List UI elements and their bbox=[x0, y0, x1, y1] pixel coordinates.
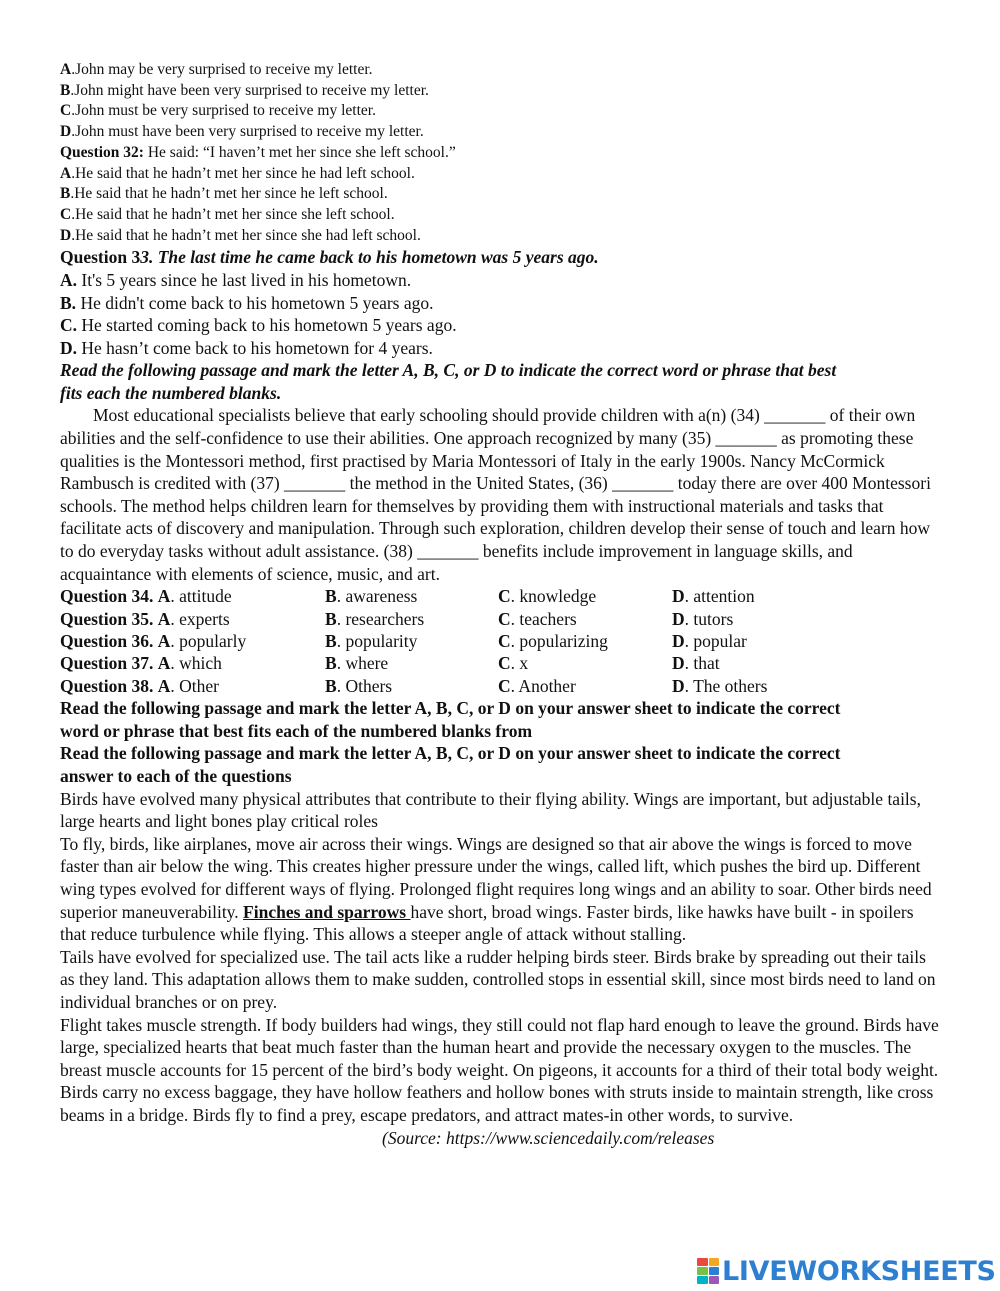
q33-option-a: A. It's 5 years since he last lived in his hometown. bbox=[60, 269, 412, 290]
instruction3-line1: Read the following passage and mark the letter A, B, C, or D on your answer sheet to indicate the correct bbox=[60, 743, 841, 764]
instruction2-line1: Read the following passage and mark the letter A, B, C, or D on your answer sheet to indicate the correct bbox=[60, 698, 841, 719]
question-37: Question 37. A. which B. where C. x D. that bbox=[60, 653, 720, 674]
q33-option-d: D. He hasn’t come back to his hometown for 4 years. bbox=[60, 337, 433, 358]
q32-option-b: B.He said that he hadn’t met her since he left school. bbox=[60, 185, 388, 203]
q33-option-b: B. He didn't come back to his hometown 5 years ago. bbox=[60, 292, 434, 313]
q31-options bbox=[60, 60, 940, 143]
q31-option-d: D.John must have been very surprised to receive my letter. bbox=[60, 123, 424, 141]
underlined-phrase: Finches and sparrows bbox=[243, 901, 411, 922]
instruction3-line2: answer to each of the questions bbox=[60, 766, 292, 787]
passage2-paragraph-3: Tails have evolved for specialized use. The tail acts like a rudder helping birds steer. Birds brake by spreading out their tails as they land. This adaptation allows them to make sudden, controlled stops in essential skill, since most birds need to land on individual branches or on prey. bbox=[60, 946, 936, 1012]
passage2-paragraph-1: Birds have evolved many physical attributes that contribute to their flying ability. Wings are important, but adjustable tails, large hearts and light bones play critical roles bbox=[60, 788, 921, 832]
q31-option-a: A.John may be very surprised to receive my letter. bbox=[60, 61, 373, 78]
question-35: Question 35. A. experts B. researchers C. teachers D. tutors bbox=[60, 608, 734, 629]
q32-option-c: C.He said that he hadn’t met her since she left school. bbox=[60, 205, 395, 223]
passage2-paragraph-2: To fly, birds, like airplanes, move air across their wings. Wings are designed so that air above the wings is forced to move faster than air below the wing. This creates higher pressure under the wings, called lift, which pushes the bird up. Different wing types evolved for different ways of flying. Prolonged flight requires long wings and an ability to soar. Other birds need superior maneuverability. Finches and sparrows have short, broad wings. Faster birds, like hawks have built - in spoilers that reduce turbulence while flying. This allows a steeper angle of attack without stalling. bbox=[60, 833, 932, 945]
instruction2-line2: word or phrase that best fits each of the numbered blanks from bbox=[60, 720, 533, 741]
passage1-text: Most educational specialists believe that early schooling should provide children with a(n) (34) _______ of their own abilities and the self-confidence to use their abilities. One approach recognized by many (35) _______ as promoting these qualities is the Montessori method, first practised by Maria Montessori of Italy in the early 1900s. Nancy McCormick Rambusch is credited with (37) _______ the method in the United States, (36) _______ today there are over 400 Montessori schools. The method helps children learn for themselves by providing them with instructional materials and tasks that facilitate acts of discovery and manipulation. Through such exploration, children develop their sense of touch and learn how to do everyday tasks without adult assistance. (38) _______ benefits include improvement in language skills, and acquaintance with elements of science, music, and art. bbox=[60, 405, 931, 584]
cloze-questions bbox=[60, 585, 940, 697]
liveworksheets-logo bbox=[697, 1255, 996, 1287]
passage1-instruction-line2: fits each the numbered blanks. bbox=[60, 382, 282, 403]
passage2-paragraph-4: Flight takes muscle strength. If body builders had wings, they still could not flap hard enough to leave the ground. Birds have large, specialized hearts that beat much faster than the human heart and provide the necessary oxygen to the muscles. The breast muscle accounts for 15 percent of the bird’s body weight. On pigeons, it accounts for a third of their total body weight. Birds carry no excess baggage, they have hollow feathers and hollow bones with struts inside to maintain strength, like cross beams in a bridge. Birds fly to find a prey, escape predators, and attract mates-in other words, to survive. bbox=[60, 1014, 939, 1125]
q31-option-b: B.John might have been very surprised to receive my letter. bbox=[60, 81, 429, 99]
question-32 bbox=[60, 143, 940, 247]
source-citation: (Source: https://www.sciencedaily.com/releases bbox=[382, 1127, 715, 1148]
q32-option-d: D.He said that he hadn’t met her since she had left school. bbox=[60, 226, 421, 244]
passage1-instruction-line1: Read the following passage and mark the letter A, B, C, or D to indicate the correct word or phrase that best bbox=[60, 360, 837, 381]
q32-stem: Question 32: He said: “I haven’t met her since she left school.” bbox=[60, 143, 456, 161]
question-36: Question 36. A. popularly B. popularity C. popularizing D. popular bbox=[60, 631, 747, 652]
liveworksheets-logo-text: LIVEWORKSHEETS bbox=[722, 1255, 996, 1287]
q33-option-c: C. He started coming back to his hometown 5 years ago. bbox=[60, 315, 457, 336]
worksheet-page bbox=[60, 60, 940, 1149]
question-34: Question 34. A. attitude B. awareness C. knowledge D. attention bbox=[60, 586, 755, 607]
q31-option-c: C.John must be very surprised to receive my letter. bbox=[60, 102, 376, 120]
question-33 bbox=[60, 246, 940, 359]
q33-stem: Question 33. The last time he came back to his hometown was 5 years ago. bbox=[60, 247, 599, 268]
liveworksheets-logo-icon bbox=[697, 1258, 719, 1284]
question-38: Question 38. A. Other B. Others C. Another D. The others bbox=[60, 675, 768, 696]
q32-option-a: A.He said that he hadn’t met her since he had left school. bbox=[60, 164, 415, 182]
